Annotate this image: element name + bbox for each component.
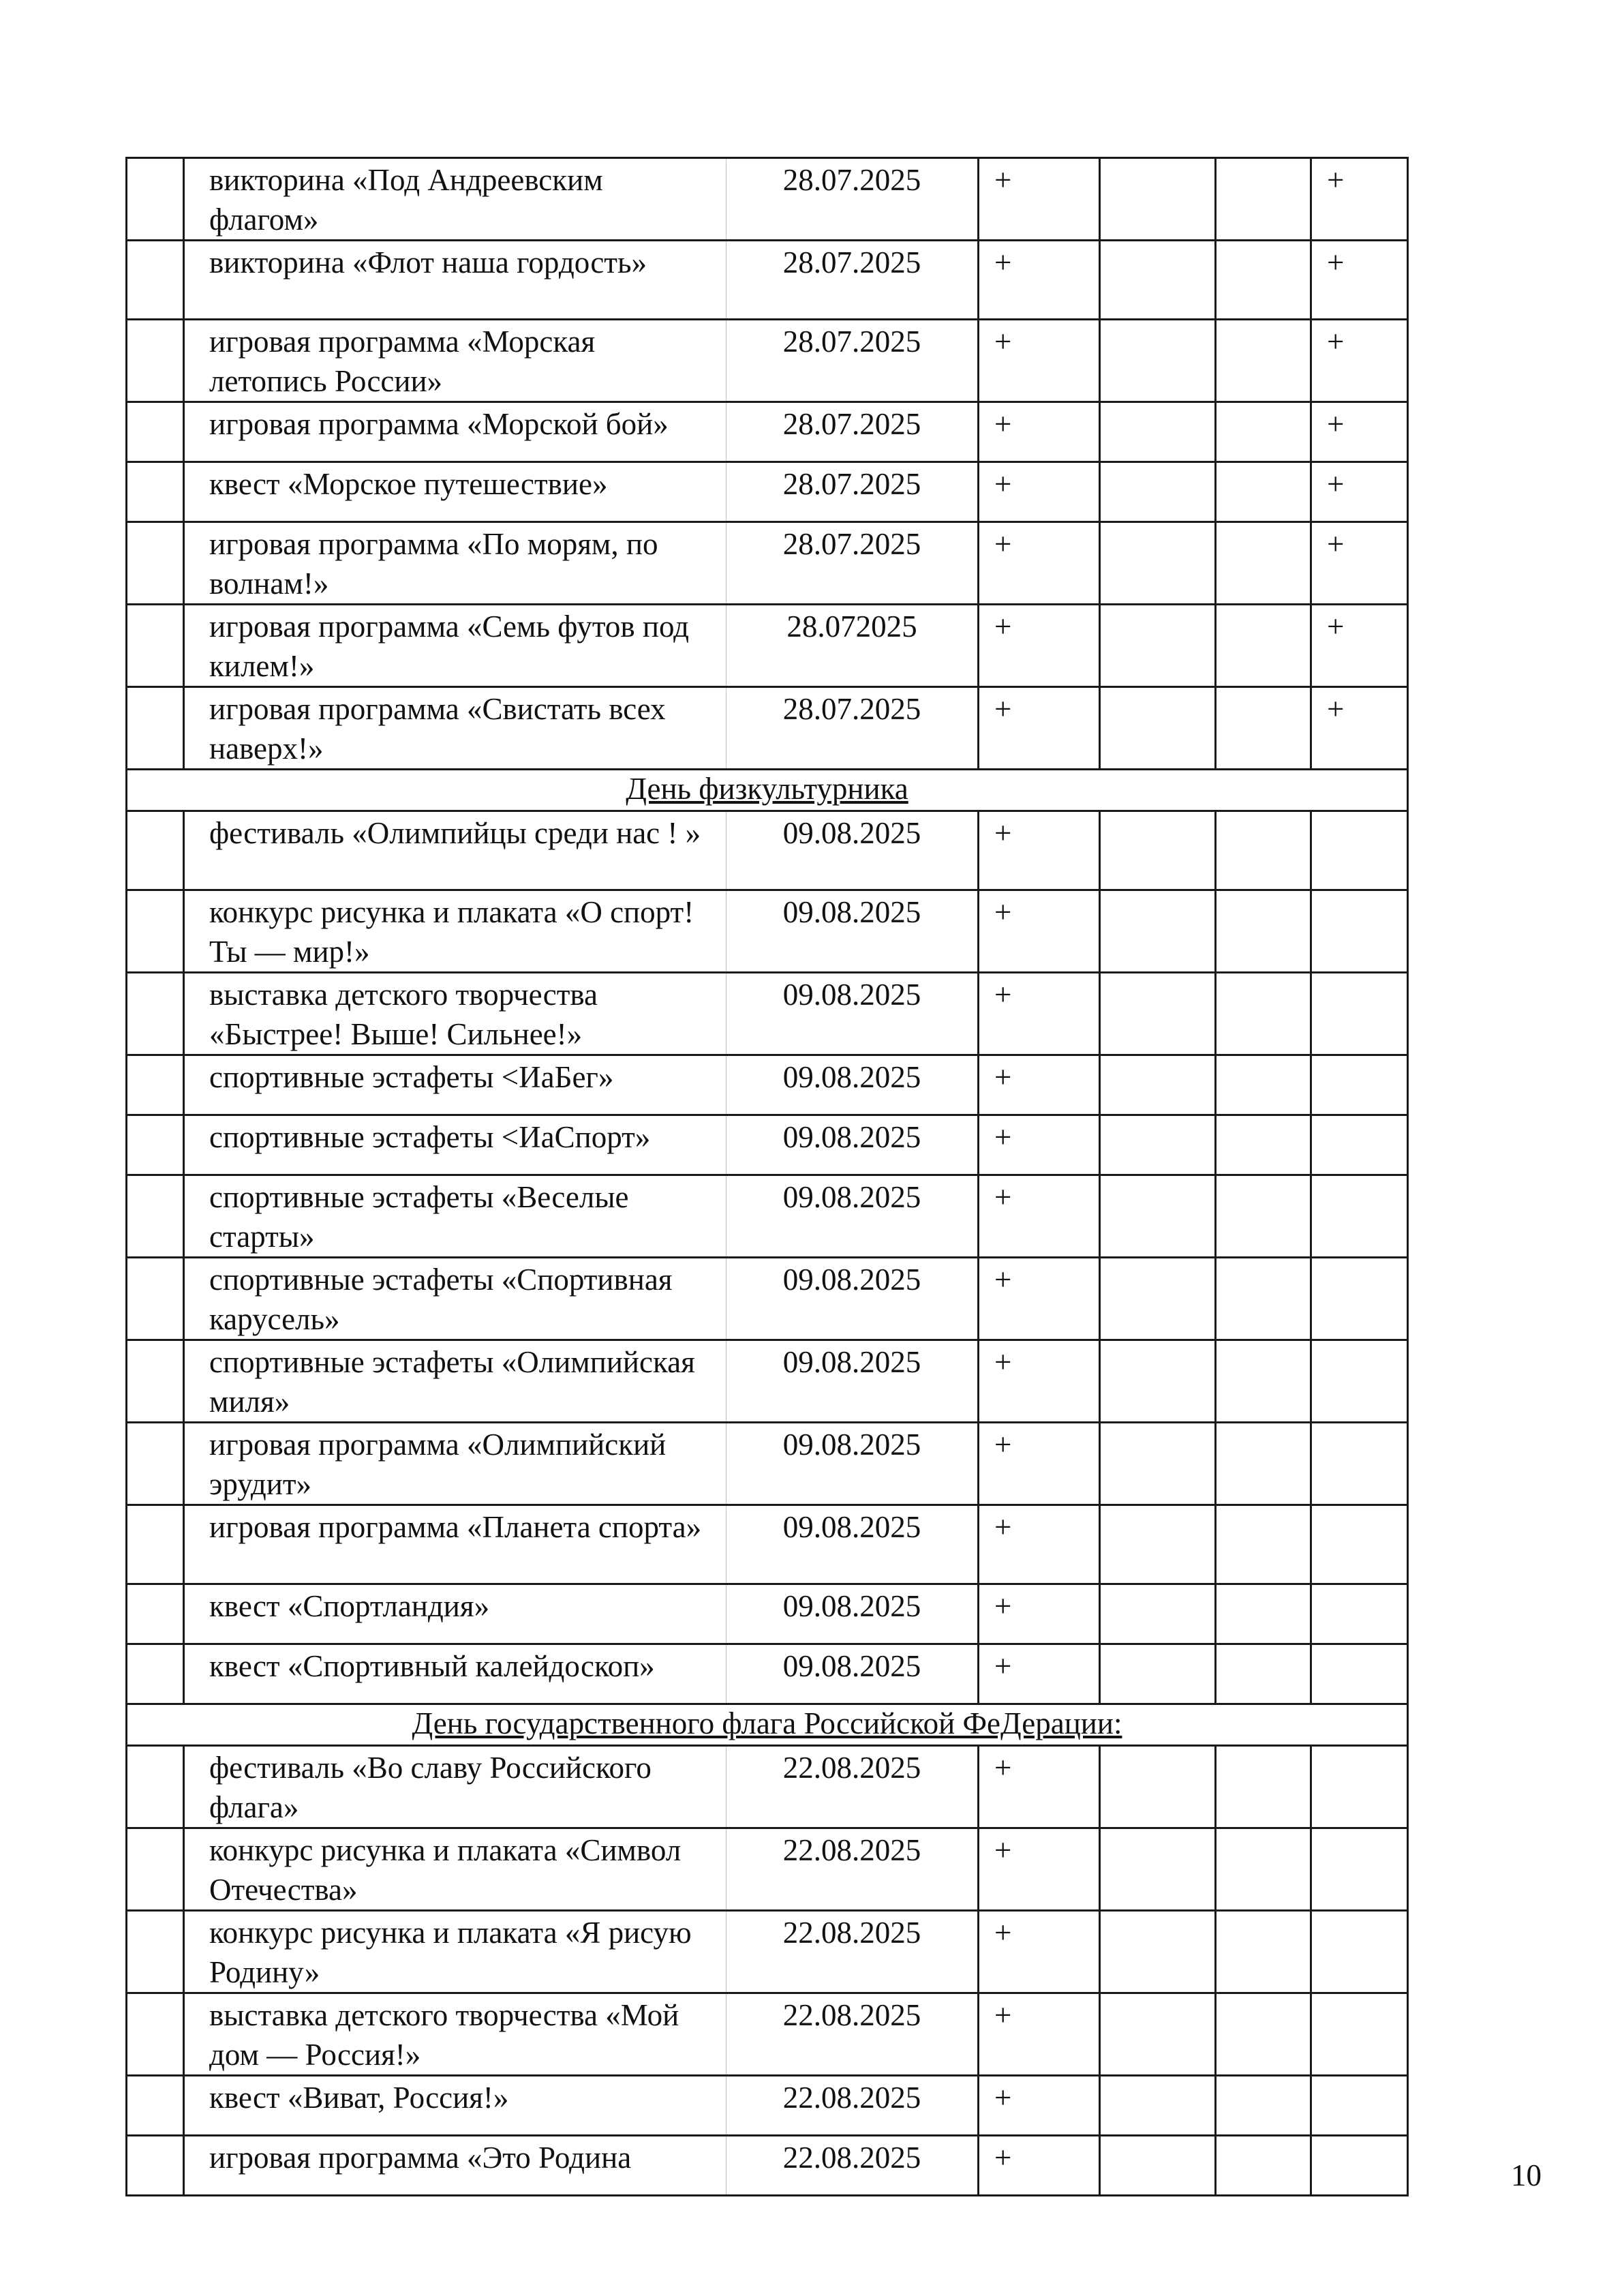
event-date-cell: 09.08.2025 [726, 1505, 979, 1584]
mark-cell-2 [1100, 1911, 1216, 1993]
mark-cell-4 [1311, 811, 1408, 890]
mark-cell-1: + [979, 1505, 1100, 1584]
row-number-cell [127, 1340, 184, 1423]
row-number-cell [127, 1644, 184, 1704]
mark-cell-1: + [979, 2136, 1100, 2196]
mark-cell-1: + [979, 402, 1100, 462]
mark-cell-2 [1100, 1175, 1216, 1258]
mark-cell-1: + [979, 522, 1100, 605]
event-date-cell: 09.08.2025 [726, 1115, 979, 1175]
mark-cell-3 [1216, 522, 1311, 605]
event-date-cell: 28.07.2025 [726, 158, 979, 241]
mark-cell-4 [1311, 1175, 1408, 1258]
event-name-cell: игровая программа «Планета спорта» [184, 1505, 726, 1584]
mark-cell-3 [1216, 2076, 1311, 2136]
row-number-cell [127, 1828, 184, 1911]
mark-cell-2 [1100, 158, 1216, 241]
mark-cell-4 [1311, 1911, 1408, 1993]
mark-cell-3 [1216, 158, 1311, 241]
table-row [127, 462, 1408, 522]
row-number-cell [127, 1423, 184, 1505]
event-date-cell: 09.08.2025 [726, 1175, 979, 1258]
section-title: День физкультурника [127, 770, 1408, 811]
mark-cell-1: + [979, 241, 1100, 320]
event-date-cell: 09.08.2025 [726, 890, 979, 973]
event-name-cell: квест «Морское путешествие» [184, 462, 726, 522]
event-date-cell: 28.07.2025 [726, 402, 979, 462]
section-title: День государственного флага Российской ФеДерации: [127, 1704, 1408, 1746]
mark-cell-4: + [1311, 687, 1408, 770]
table-row [127, 2136, 1408, 2196]
event-name-cell: викторина «Флот наша гордость» [184, 241, 726, 320]
mark-cell-4 [1311, 1644, 1408, 1704]
mark-cell-1: + [979, 1828, 1100, 1911]
section-header-row [127, 1704, 1408, 1746]
mark-cell-1: + [979, 890, 1100, 973]
mark-cell-3 [1216, 241, 1311, 320]
event-name-cell: спортивные эстафеты «Спортивная карусель» [184, 1258, 726, 1340]
mark-cell-4 [1311, 2076, 1408, 2136]
mark-cell-4 [1311, 1993, 1408, 2076]
table-row [127, 402, 1408, 462]
mark-cell-2 [1100, 687, 1216, 770]
mark-cell-3 [1216, 687, 1311, 770]
table-row [127, 1055, 1408, 1115]
row-number-cell [127, 2136, 184, 2196]
event-name-cell: выставка детского творчества «Мой дом — Россия!» [184, 1993, 726, 2076]
table-body [127, 158, 1408, 2196]
mark-cell-4 [1311, 1505, 1408, 1584]
row-number-cell [127, 1115, 184, 1175]
mark-cell-2 [1100, 605, 1216, 687]
row-number-cell [127, 402, 184, 462]
mark-cell-2 [1100, 1993, 1216, 2076]
mark-cell-3 [1216, 890, 1311, 973]
mark-cell-3 [1216, 1340, 1311, 1423]
table-row [127, 890, 1408, 973]
table-row [127, 1258, 1408, 1340]
table-row [127, 1828, 1408, 1911]
event-name-cell: квест «Спортландия» [184, 1584, 726, 1644]
row-number-cell [127, 522, 184, 605]
row-number-cell [127, 1258, 184, 1340]
mark-cell-3 [1216, 462, 1311, 522]
row-number-cell [127, 1746, 184, 1828]
event-name-cell: игровая программа «Семь футов под килем!» [184, 605, 726, 687]
mark-cell-4: + [1311, 522, 1408, 605]
mark-cell-4 [1311, 1115, 1408, 1175]
event-date-cell: 28.07.2025 [726, 522, 979, 605]
event-name-cell: игровая программа «Морская летопись России» [184, 320, 726, 402]
event-name-cell: конкурс рисунка и плаката «Я рисую Родину» [184, 1911, 726, 1993]
page-number: 10 [1511, 2158, 1542, 2192]
event-date-cell: 22.08.2025 [726, 1911, 979, 1993]
mark-cell-2 [1100, 1828, 1216, 1911]
row-number-cell [127, 462, 184, 522]
mark-cell-4 [1311, 1423, 1408, 1505]
mark-cell-2 [1100, 462, 1216, 522]
schedule-table [125, 157, 1409, 2196]
event-name-cell: викторина «Под Андреевским флагом» [184, 158, 726, 241]
mark-cell-3 [1216, 1828, 1311, 1911]
row-number-cell [127, 890, 184, 973]
event-date-cell: 28.07.2025 [726, 687, 979, 770]
mark-cell-2 [1100, 1584, 1216, 1644]
table-row [127, 1584, 1408, 1644]
event-name-cell: спортивные эстафеты <ИаСпорт» [184, 1115, 726, 1175]
table-row [127, 687, 1408, 770]
mark-cell-1: + [979, 605, 1100, 687]
event-date-cell: 22.08.2025 [726, 1828, 979, 1911]
mark-cell-3 [1216, 320, 1311, 402]
event-date-cell: 22.08.2025 [726, 1746, 979, 1828]
mark-cell-4 [1311, 2136, 1408, 2196]
event-date-cell: 28.07.2025 [726, 462, 979, 522]
event-name-cell: игровая программа «По морям, по волнам!» [184, 522, 726, 605]
mark-cell-4 [1311, 890, 1408, 973]
mark-cell-4 [1311, 973, 1408, 1055]
mark-cell-2 [1100, 1115, 1216, 1175]
event-name-cell: игровая программа «Свистать всех наверх!» [184, 687, 726, 770]
event-date-cell: 09.08.2025 [726, 1423, 979, 1505]
mark-cell-2 [1100, 973, 1216, 1055]
event-date-cell: 28.07.2025 [726, 241, 979, 320]
table-row [127, 2076, 1408, 2136]
table-row [127, 605, 1408, 687]
mark-cell-1: + [979, 1175, 1100, 1258]
row-number-cell [127, 605, 184, 687]
mark-cell-4: + [1311, 158, 1408, 241]
mark-cell-3 [1216, 811, 1311, 890]
row-number-cell [127, 811, 184, 890]
event-date-cell: 09.08.2025 [726, 1258, 979, 1340]
mark-cell-3 [1216, 1644, 1311, 1704]
table-row [127, 1993, 1408, 2076]
mark-cell-4 [1311, 1258, 1408, 1340]
mark-cell-3 [1216, 605, 1311, 687]
table-row [127, 1911, 1408, 1993]
event-name-cell: игровая программа «Морской бой» [184, 402, 726, 462]
mark-cell-1: + [979, 1746, 1100, 1828]
row-number-cell [127, 1055, 184, 1115]
row-number-cell [127, 1505, 184, 1584]
table-row [127, 1115, 1408, 1175]
mark-cell-3 [1216, 1746, 1311, 1828]
row-number-cell [127, 1584, 184, 1644]
mark-cell-2 [1100, 1746, 1216, 1828]
event-date-cell: 22.08.2025 [726, 1993, 979, 2076]
mark-cell-1: + [979, 1340, 1100, 1423]
event-name-cell: игровая программа «Олимпийский эрудит» [184, 1423, 726, 1505]
mark-cell-1: + [979, 1584, 1100, 1644]
mark-cell-4: + [1311, 320, 1408, 402]
mark-cell-4: + [1311, 605, 1408, 687]
mark-cell-2 [1100, 2076, 1216, 2136]
event-date-cell: 09.08.2025 [726, 1644, 979, 1704]
table-row [127, 320, 1408, 402]
mark-cell-4 [1311, 1828, 1408, 1911]
event-name-cell: конкурс рисунка и плаката «Символ Отечества» [184, 1828, 726, 1911]
mark-cell-2 [1100, 241, 1216, 320]
table-row [127, 1175, 1408, 1258]
table-row [127, 1423, 1408, 1505]
mark-cell-3 [1216, 1423, 1311, 1505]
mark-cell-1: + [979, 158, 1100, 241]
row-number-cell [127, 1911, 184, 1993]
event-name-cell: квест «Виват, Россия!» [184, 2076, 726, 2136]
mark-cell-3 [1216, 973, 1311, 1055]
mark-cell-1: + [979, 687, 1100, 770]
table-row [127, 1340, 1408, 1423]
mark-cell-3 [1216, 1055, 1311, 1115]
mark-cell-2 [1100, 1423, 1216, 1505]
mark-cell-2 [1100, 1505, 1216, 1584]
mark-cell-2 [1100, 811, 1216, 890]
event-date-cell: 09.08.2025 [726, 811, 979, 890]
mark-cell-1: + [979, 973, 1100, 1055]
mark-cell-4: + [1311, 462, 1408, 522]
table-row [127, 1644, 1408, 1704]
mark-cell-3 [1216, 1175, 1311, 1258]
mark-cell-1: + [979, 1258, 1100, 1340]
mark-cell-2 [1100, 1644, 1216, 1704]
mark-cell-4: + [1311, 241, 1408, 320]
mark-cell-3 [1216, 1258, 1311, 1340]
mark-cell-1: + [979, 811, 1100, 890]
event-date-cell: 09.08.2025 [726, 1340, 979, 1423]
mark-cell-1: + [979, 1115, 1100, 1175]
mark-cell-1: + [979, 2076, 1100, 2136]
mark-cell-2 [1100, 890, 1216, 973]
event-date-cell: 09.08.2025 [726, 1055, 979, 1115]
table-row [127, 973, 1408, 1055]
mark-cell-2 [1100, 402, 1216, 462]
mark-cell-1: + [979, 320, 1100, 402]
event-name-cell: выставка детского творчества «Быстрее! Выше! Сильнее!» [184, 973, 726, 1055]
mark-cell-1: + [979, 1055, 1100, 1115]
mark-cell-2 [1100, 2136, 1216, 2196]
row-number-cell [127, 1993, 184, 2076]
table-row [127, 158, 1408, 241]
mark-cell-2 [1100, 1055, 1216, 1115]
mark-cell-4: + [1311, 402, 1408, 462]
event-name-cell: спортивные эстафеты «Веселые старты» [184, 1175, 726, 1258]
mark-cell-3 [1216, 1993, 1311, 2076]
event-date-cell: 28.07.2025 [726, 320, 979, 402]
mark-cell-4 [1311, 1055, 1408, 1115]
event-date-cell: 09.08.2025 [726, 973, 979, 1055]
mark-cell-3 [1216, 402, 1311, 462]
row-number-cell [127, 687, 184, 770]
table-row [127, 241, 1408, 320]
mark-cell-4 [1311, 1340, 1408, 1423]
event-date-cell: 22.08.2025 [726, 2136, 979, 2196]
event-name-cell: конкурс рисунка и плаката «О спорт! Ты — мир!» [184, 890, 726, 973]
row-number-cell [127, 158, 184, 241]
event-name-cell: спортивные эстафеты «Олимпийская миля» [184, 1340, 726, 1423]
mark-cell-2 [1100, 1258, 1216, 1340]
mark-cell-3 [1216, 1115, 1311, 1175]
mark-cell-2 [1100, 522, 1216, 605]
event-name-cell: спортивные эстафеты <ИаБег» [184, 1055, 726, 1115]
section-header-row [127, 770, 1408, 811]
mark-cell-2 [1100, 320, 1216, 402]
row-number-cell [127, 1175, 184, 1258]
mark-cell-1: + [979, 1644, 1100, 1704]
mark-cell-1: + [979, 1423, 1100, 1505]
row-number-cell [127, 320, 184, 402]
mark-cell-3 [1216, 1505, 1311, 1584]
table-row [127, 811, 1408, 890]
row-number-cell [127, 2076, 184, 2136]
table-row [127, 522, 1408, 605]
event-name-cell: фестиваль «Во славу Российского флага» [184, 1746, 726, 1828]
mark-cell-4 [1311, 1584, 1408, 1644]
mark-cell-1: + [979, 462, 1100, 522]
event-name-cell: фестиваль «Олимпийцы среди нас ! » [184, 811, 726, 890]
mark-cell-1: + [979, 1993, 1100, 2076]
mark-cell-2 [1100, 1340, 1216, 1423]
mark-cell-3 [1216, 1911, 1311, 1993]
mark-cell-3 [1216, 2136, 1311, 2196]
event-date-cell: 28.072025 [726, 605, 979, 687]
mark-cell-3 [1216, 1584, 1311, 1644]
table-row [127, 1746, 1408, 1828]
row-number-cell [127, 241, 184, 320]
event-name-cell: квест «Спортивный калейдоскоп» [184, 1644, 726, 1704]
event-name-cell: игровая программа «Это Родина [184, 2136, 726, 2196]
mark-cell-1: + [979, 1911, 1100, 1993]
event-date-cell: 09.08.2025 [726, 1584, 979, 1644]
row-number-cell [127, 973, 184, 1055]
mark-cell-4 [1311, 1746, 1408, 1828]
event-date-cell: 22.08.2025 [726, 2076, 979, 2136]
table-row [127, 1505, 1408, 1584]
